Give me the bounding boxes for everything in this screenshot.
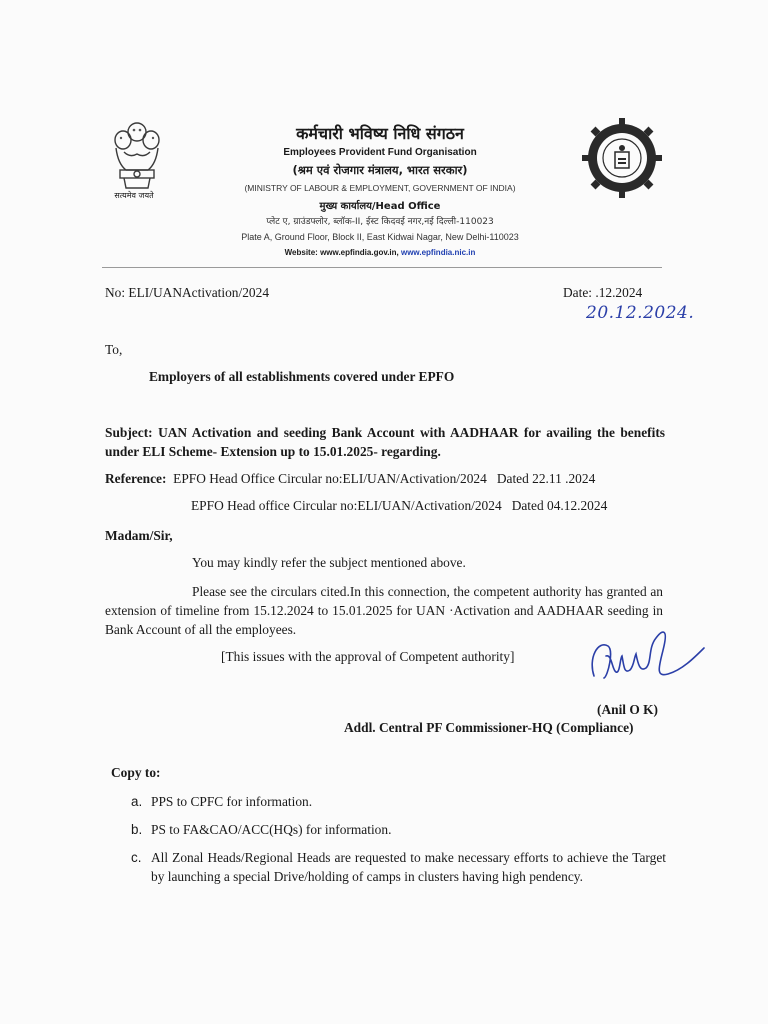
epfo-logo-icon [582, 118, 662, 198]
list-marker: c. [131, 850, 142, 865]
org-name: Employees Provident Fund Organisation [283, 147, 477, 158]
list-item-text: PS to FA&CAO/ACC(HQs) for information. [151, 822, 392, 837]
letter-date: Date: .12.2024 [563, 285, 643, 300]
hindi-title: कर्मचारी भविष्य निधि संगठन [296, 124, 464, 143]
paragraph-2: Please see the circulars cited.In this connection, the competent authority has granted an extension of timeline from 15.12.2024 to 15.01.2025 for UAN ·Activation and AADHAAR seeding in Bank Account of all the employees. [105, 584, 663, 637]
reference-label: Reference: [105, 471, 167, 486]
head-office-label: मुख्य कार्यालय/Head Office [319, 201, 441, 212]
hindi-address: प्लेट ए, ग्राउंडफ्लोर, ब्लॉक-II, ईस्ट किदवई नगर,नई दिल्ली-110023 [266, 217, 494, 227]
handwritten-date: 20.12.2024. [586, 303, 695, 323]
address: Plate A, Ground Floor, Block II, East Kidwai Nagar, New Delhi-110023 [241, 232, 519, 242]
to-line: To, [105, 342, 123, 357]
reference-number: No: ELI/UANActivation/2024 [105, 285, 270, 300]
salutation: Madam/Sir, [105, 528, 173, 543]
addressee: Employers of all establishments covered under EPFO [149, 369, 455, 384]
reference-1-text: EPFO Head Office Circular no:ELI/UAN/Activation/2024 Dated 22.11 .2024 [173, 471, 596, 486]
website-link-2[interactable]: www.epfindia.nic.in [400, 248, 476, 257]
copy-to-list [131, 792, 666, 895]
list-item [131, 792, 666, 811]
copy-to-heading: Copy to: [111, 765, 161, 780]
signature-icon [582, 618, 710, 690]
website-line [180, 248, 580, 257]
list-marker: b. [131, 822, 143, 837]
list-item-text: PPS to CPFC for information. [151, 794, 313, 809]
subject-line: Subject: UAN Activation and seeding Bank Account with AADHAAR for availing the benefits under ELI Scheme- Extension up to 15.01.2025- regarding. [105, 425, 665, 459]
paragraph-3: [This issues with the approval of Competent authority] [221, 649, 515, 664]
website-link-1[interactable]: www.epfindia.gov.in, [320, 248, 399, 257]
hindi-ministry: (श्रम एवं रोजगार मंत्रालय, भारत सरकार) [292, 163, 468, 177]
reference-1 [105, 471, 595, 487]
header-divider [102, 267, 662, 268]
list-marker: a. [131, 794, 143, 809]
list-item [131, 848, 666, 886]
ministry-name: (MINISTRY OF LABOUR & EMPLOYMENT, GOVERNMENT OF INDIA) [244, 183, 516, 193]
website-label: Website: [284, 248, 318, 257]
paragraph-1: You may kindly refer the subject mentioned above. [192, 555, 466, 570]
signer-designation: Addl. Central PF Commissioner-HQ (Compliance) [344, 720, 634, 735]
reference-2: EPFO Head office Circular no:ELI/UAN/Activation/2024 Dated 04.12.2024 [191, 498, 608, 513]
signer-name: (Anil O K) [597, 702, 659, 717]
list-item-text: All Zonal Heads/Regional Heads are requested to make necessary efforts to achieve the Target by launching a special Drive/holding of camps in clusters having high pendency. [151, 850, 666, 884]
list-item [131, 820, 666, 839]
emblem-caption: सत्यमेव जयते [114, 191, 154, 200]
